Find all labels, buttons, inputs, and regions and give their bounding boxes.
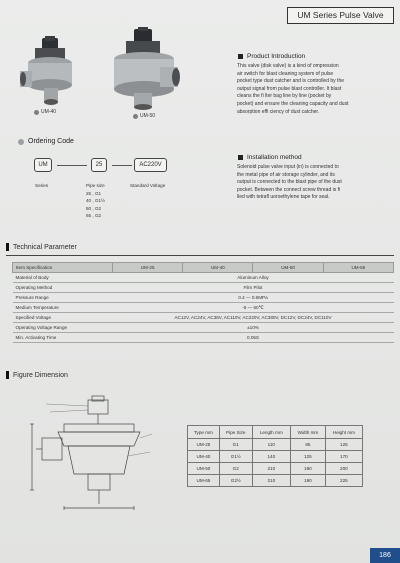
table-header-cell: UM-25 bbox=[113, 263, 183, 273]
row-label: Operating Method bbox=[13, 283, 113, 293]
series-code-box: UM bbox=[34, 158, 52, 172]
ordering-code-heading: Ordering Code bbox=[18, 138, 74, 145]
pipe-size-item: 40 , G1½ bbox=[86, 198, 105, 204]
divider bbox=[6, 255, 394, 256]
circle-bullet-icon bbox=[18, 139, 24, 145]
figure-dimension-heading: Figure Dimension bbox=[6, 371, 68, 379]
code-separator bbox=[57, 165, 87, 166]
row-value: Film Pilot bbox=[113, 283, 394, 293]
text-line: pocket) and ensure the cleaning capacity and dust bbox=[237, 100, 349, 107]
row-label: Min. Activating Time bbox=[13, 333, 113, 343]
table-cell: UM-50 bbox=[188, 463, 220, 475]
table-cell: 170 bbox=[325, 451, 362, 463]
table-cell: G1½ bbox=[219, 451, 252, 463]
table-cell: 190 bbox=[291, 475, 326, 487]
text-line: absorption effi ciency of dust catcher. bbox=[237, 108, 320, 115]
table-cell: 210 bbox=[252, 463, 290, 475]
row-value: Aluminum Alloy bbox=[113, 273, 394, 283]
valve-photo-um40 bbox=[18, 36, 80, 106]
table-header-cell: Pipe Size bbox=[219, 426, 252, 439]
figure-dimension-table bbox=[187, 425, 363, 487]
pipe-size-item: 25 , G1 bbox=[86, 191, 102, 196]
table-header-cell: Length mm bbox=[252, 426, 290, 439]
bar-bullet-icon bbox=[6, 243, 9, 251]
text-line: cleans the fi lter bag line by line (pocket by bbox=[237, 93, 332, 100]
tech-parameter-table bbox=[12, 262, 394, 343]
table-row bbox=[188, 463, 363, 475]
valve-photo-um50 bbox=[104, 27, 182, 111]
pipe-size-item: 50 , G2 bbox=[86, 205, 102, 211]
row-label: Material of Body bbox=[13, 273, 113, 283]
table-cell: UM-40 bbox=[188, 451, 220, 463]
square-bullet-icon bbox=[238, 54, 243, 59]
square-bullet-icon bbox=[238, 155, 243, 160]
table-header-cell: Item Specification bbox=[13, 263, 113, 273]
row-label: Pressure Range bbox=[13, 293, 113, 303]
table-cell: 225 bbox=[325, 475, 362, 487]
code-separator bbox=[112, 165, 132, 166]
series-title: UM Series Pulse Valve bbox=[287, 7, 394, 24]
table-header-cell: UM-50 bbox=[253, 263, 323, 273]
table-cell: 125 bbox=[325, 439, 362, 451]
caption-um40: UM-40 bbox=[34, 109, 56, 115]
text-line: air switch for blast cleaning system of pulse bbox=[237, 70, 334, 77]
table-header-cell: Width mm bbox=[291, 426, 326, 439]
text-line: pocket type dust catcher and is controlled by the bbox=[237, 78, 345, 85]
table-row bbox=[13, 293, 394, 303]
table-cell: UM-65 bbox=[188, 475, 220, 487]
text-line: Solenoid pulse valve input (in) is connected to bbox=[237, 164, 339, 170]
table-header-cell: UM-65 bbox=[323, 263, 393, 273]
text-line: pocket. Between the connect screw thread is fi bbox=[237, 186, 341, 193]
text-line: the metal pipe of air storage cylinder, and its bbox=[237, 171, 335, 178]
row-label: Medium Temperature bbox=[13, 303, 113, 313]
pipe-size-label: Pipe size bbox=[86, 183, 105, 188]
pipe-size-list bbox=[86, 190, 105, 220]
series-label: Series bbox=[35, 183, 49, 188]
pipe-size-item: 65 , G2 bbox=[86, 213, 102, 219]
table-cell: 110 bbox=[252, 439, 290, 451]
text-line: output signal from pulse blast controller. It blast bbox=[237, 85, 342, 92]
caption-um50: UM-50 bbox=[133, 113, 155, 119]
table-header-row bbox=[188, 426, 363, 439]
page-number: 186 bbox=[370, 548, 400, 563]
table-row bbox=[188, 451, 363, 463]
standard-voltage-label: Standard Voltage bbox=[130, 183, 166, 188]
row-label: Operating Voltage Range bbox=[13, 323, 113, 333]
table-cell: 210 bbox=[252, 475, 290, 487]
row-value: 0.4 — 0.6MPa bbox=[113, 293, 394, 303]
table-cell: G2½ bbox=[219, 475, 252, 487]
product-intro-heading: Product Introduction bbox=[238, 53, 305, 60]
table-cell: G1 bbox=[219, 439, 252, 451]
table-cell: 85 bbox=[291, 439, 326, 451]
table-cell: 190 bbox=[291, 463, 326, 475]
table-row bbox=[13, 323, 394, 333]
table-row bbox=[188, 475, 363, 487]
table-cell: UM-25 bbox=[188, 439, 220, 451]
table-header-cell: Type mm bbox=[188, 426, 220, 439]
product-intro-text bbox=[237, 63, 388, 116]
text-line: lled with tetrafl uoroethylene tape for seal. bbox=[237, 194, 330, 201]
voltage-code-box: AC220V bbox=[134, 158, 167, 172]
table-cell: 125 bbox=[291, 451, 326, 463]
table-header-cell: Height mm bbox=[325, 426, 362, 439]
bullet-dot-icon bbox=[133, 114, 138, 119]
table-cell: 200 bbox=[325, 463, 362, 475]
table-row bbox=[13, 273, 394, 283]
table-header-cell: UM-40 bbox=[183, 263, 253, 273]
table-row bbox=[13, 303, 394, 313]
table-cell: G2 bbox=[219, 463, 252, 475]
table-row bbox=[13, 283, 394, 293]
row-value: AC12V, AC24V, AC36V, AC110V, AC220V, AC380V, DC12V, DC24V, DC110V bbox=[113, 313, 394, 323]
valve-dimension-drawing bbox=[28, 394, 158, 514]
table-row bbox=[13, 313, 394, 323]
table-row bbox=[13, 333, 394, 343]
row-value: ±10% bbox=[113, 323, 394, 333]
table-cell: 140 bbox=[252, 451, 290, 463]
table-row bbox=[188, 439, 363, 451]
installation-text bbox=[237, 164, 388, 202]
tech-parameter-heading: Technical Parameter bbox=[6, 243, 77, 251]
size-code-box: 25 bbox=[91, 158, 107, 172]
installation-heading: Installation method bbox=[238, 154, 302, 161]
table-header-row bbox=[13, 263, 394, 273]
bullet-dot-icon bbox=[34, 110, 39, 115]
row-value: -5 — 60℃ bbox=[113, 303, 394, 313]
row-value: 0.05S bbox=[113, 333, 394, 343]
bar-bullet-icon bbox=[6, 371, 9, 379]
row-label: Specified Voltage bbox=[13, 313, 113, 323]
text-line: output is connected to the blast pipe of the dust bbox=[237, 179, 342, 186]
text-line: This valve (disk valve) is a kind of ompression bbox=[237, 63, 339, 69]
